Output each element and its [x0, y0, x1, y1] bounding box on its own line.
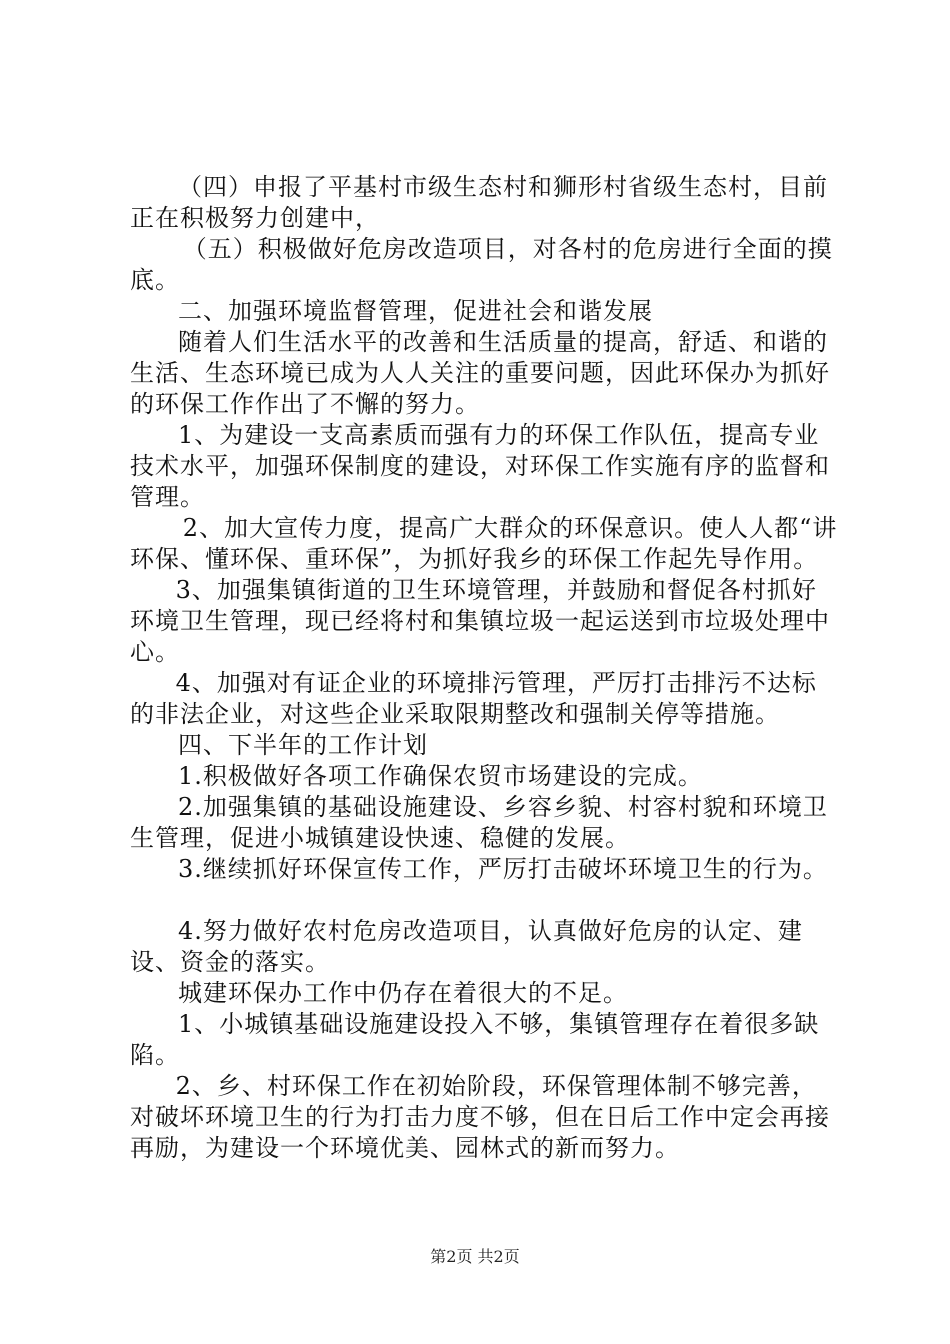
plan-item-1: 1.积极做好各项工作确保农贸市场建设的完成。 [178, 762, 703, 790]
paragraph-four: （四）申报了平基村市级生态村和狮形村省级生态村，目前正在积极努力创建中， [130, 173, 828, 232]
plan-item-4: 4.努力做好农村危房改造项目，认真做好危房的认定、建设、资金的落实。 [130, 917, 803, 976]
section-heading-two: 二、加强环境监督管理，促进社会和谐发展 [178, 297, 653, 325]
paragraph-intro: 随着人们生活水平的改善和生活质量的提高，舒适、和谐的生活、生态环境已成为人人关注的重要问题，因此环保办为抓好的环保工作作出了不懈的努力。 [130, 328, 830, 418]
plan-item-3: 3.继续抓好环保宣传工作，严厉打击破坏环境卫生的行为。 [178, 855, 828, 883]
shortcoming-item-2: 2、乡、村环保工作在初始阶段，环保管理体制不够完善，对破坏环境卫生的行为打击力度不够，但在日后工作中定会再接再励，为建设一个环境优美、园林式的新而努力。 [130, 1072, 830, 1162]
page-number-footer: 第2页 共2页 [430, 1247, 520, 1266]
shortcoming-item-1: 1、小城镇基础设施建设投入不够，集镇管理存在着很多缺陷。 [130, 1010, 820, 1069]
plan-item-2: 2.加强集镇的基础设施建设、乡容乡貌、村容村貌和环境卫生管理，促进小城镇建设快速、稳健的发展。 [130, 793, 828, 852]
paragraph-item-2: 2、加大宣传力度，提高广大群众的环保意识。使人人都“讲环保、懂环保、重环保”，为抓好我乡的环保工作起先导作用。 [130, 514, 838, 573]
paragraph-five: （五）积极做好危房改造项目，对各村的危房进行全面的摸底。 [130, 235, 833, 294]
shortcomings-heading: 城建环保办工作中仍存在着很大的不足。 [178, 979, 628, 1007]
document-body [130, 172, 840, 1164]
section-heading-four: 四、下半年的工作计划 [178, 731, 428, 759]
paragraph-item-3: 3、加强集镇街道的卫生环境管理，并鼓励和督促各村抓好环境卫生管理，现已经将村和集镇垃圾一起运送到市垃圾处理中心。 [130, 576, 830, 666]
paragraph-item-4: 4、加强对有证企业的环境排污管理，严厉打击排污不达标的非法企业，对这些企业采取限期整改和强制关停等措施。 [130, 669, 817, 728]
paragraph-item-1: 1、为建设一支高素质而强有力的环保工作队伍，提高专业技术水平，加强环保制度的建设，对环保工作实施有序的监督和管理。 [130, 421, 830, 511]
